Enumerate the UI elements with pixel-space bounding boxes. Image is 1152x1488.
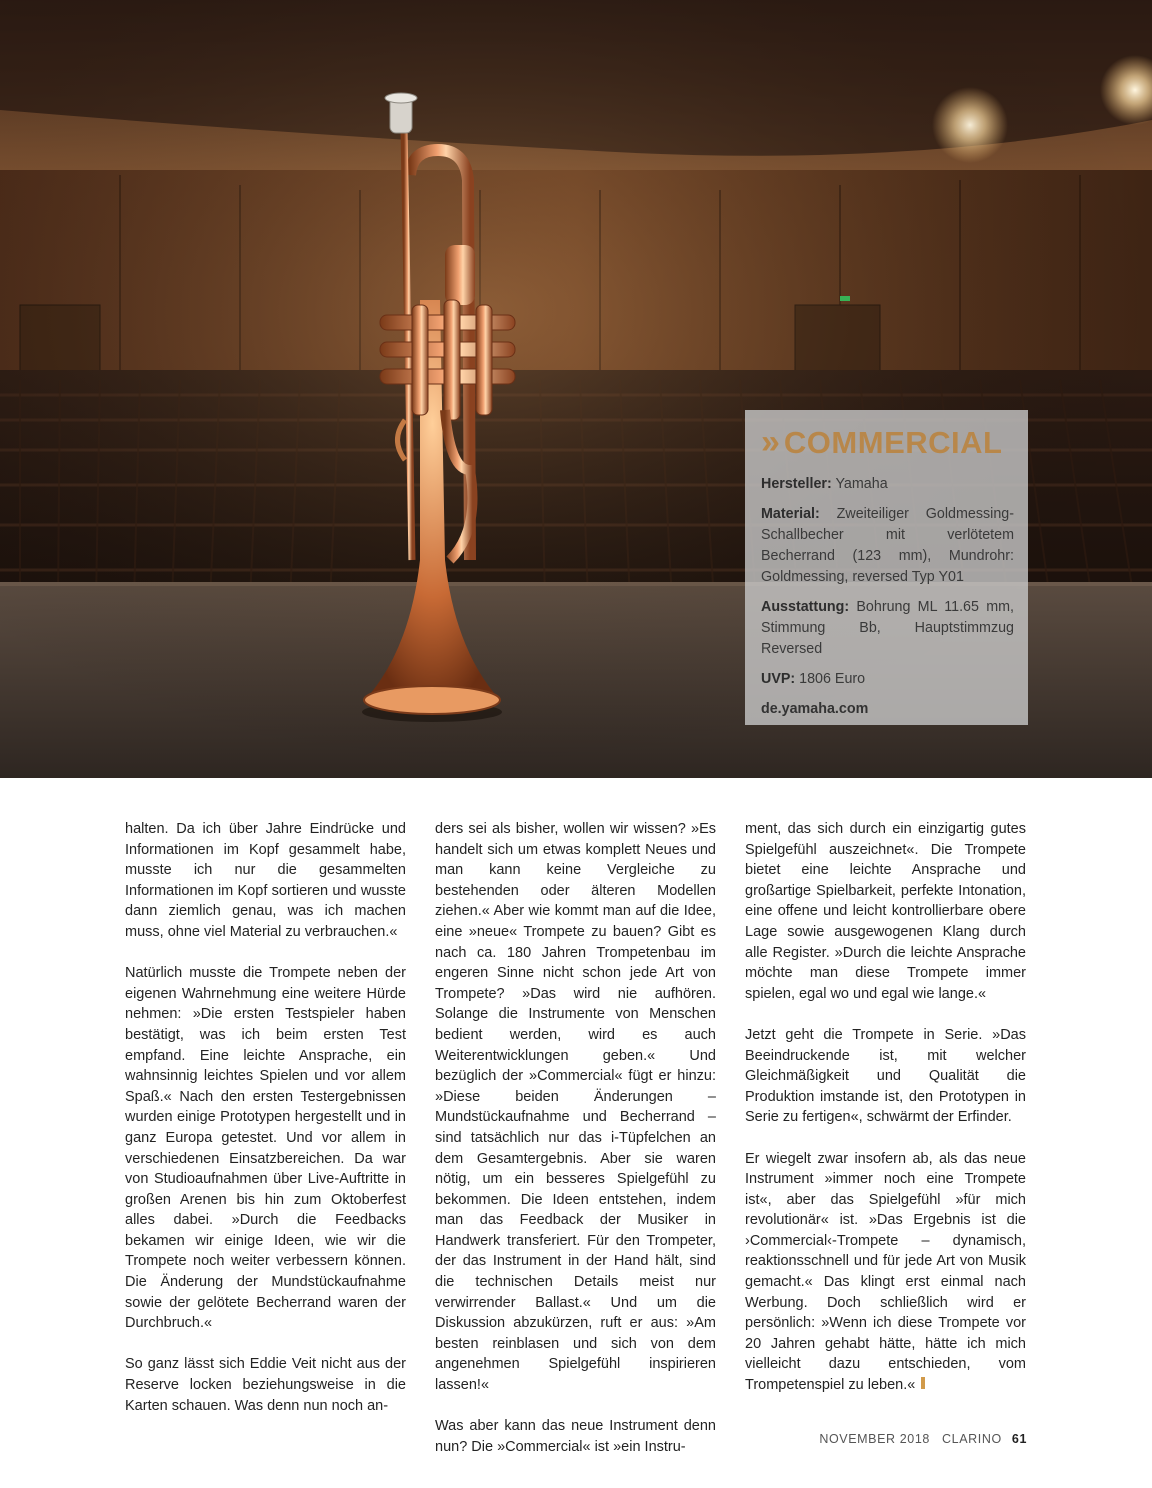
paragraph: Was aber kann das neue Instrument denn nun? Die »Commercial« ist »ein Instru- <box>435 1418 716 1455</box>
material-value: Zweiteiliger Goldmessing-Schallbecher mit verlötetem Becherrand (123 mm), Mundrohr: Goldmessing, reversed Typ Y01 <box>761 506 1014 585</box>
material-label: Material: <box>761 506 820 522</box>
article-column-3 <box>745 819 1026 1416</box>
equipment-row <box>761 597 1014 660</box>
chevron-icon: » <box>761 423 774 461</box>
end-mark-icon <box>921 1377 925 1389</box>
paragraph: ment, das sich durch ein einzigartig gutes Spielgefühl auszeichnet«. Die Trompete bietet eine leichte Ansprache und großartige Spielbarkeit, perfekte Intonation, eine offene und leicht kontrollierbare obere Lage sowie ausgewogenen Klang durch alle Register. »Durch die leichte Ansprache möchte man diese Trompete immer spielen, egal wo und egal wie lange.« <box>745 821 1026 1002</box>
magazine-name: CLARINO <box>942 1432 1002 1446</box>
manufacturer-value: Yamaha <box>835 476 888 492</box>
paragraph: Jetzt geht die Trompete in Serie. »Das Beeindruckende ist, mit welcher Gleichmäßigkeit und Qualität die Produktion imstande ist, den Prototypen in Serie zu fertigen«, schwärmt der Erfinder. <box>745 1026 1026 1126</box>
infobox-title: COMMERCIAL <box>783 424 1003 460</box>
page-footer <box>819 1432 1027 1446</box>
paragraph-last <box>745 1149 1026 1396</box>
page-number: 61 <box>1011 1432 1027 1446</box>
price-label: UVP: <box>761 671 796 687</box>
paragraph: Natürlich musste die Trompete neben der eigenen Wahrnehmung eine weitere Hürde nehmen: »Die ersten Testspieler haben bestätigt, was ich beim ersten Test empfand. Eine leichte Ansprache, ein wahnsinnig leichtes Spielen und vor allem Spaß.« Nach den ersten Testergebnissen wurden einige Prototypen hergestellt und in ganz Europa getestet. Und vor allem in verschiedenen Einsatzbereichen. Da war von Studioaufnahmen über Live-Auftritte in großen Arenen bis hin zum Oktoberfest alles dabei. »Durch die Feedbacks bekamen wir einige Ideen, wie wir die Trompete noch weiter verbessern können. Die Änderung der Mundstückaufnahme sowie der gelötete Becherrand waren der Durchbruch.« <box>125 965 406 1332</box>
website-link[interactable]: de.yamaha.com <box>761 701 869 717</box>
paragraph: So ganz lässt sich Eddie Veit nicht aus der Reserve locken beziehungsweise in die Karten schauen. Was denn nun noch an- <box>125 1356 406 1414</box>
issue-date: NOVEMBER 2018 <box>819 1432 930 1446</box>
manufacturer-label: Hersteller: <box>761 476 832 492</box>
paragraph: halten. Da ich über Jahre Eindrücke und Informationen im Kopf gesammelt habe, musste ich nur die gesammelten Informationen im Kopf sortieren und wusste dann ziemlich genau, was ich machen muss, ohne viel Material zu verbrauchen.« <box>125 821 406 940</box>
paragraph: ders sei als bisher, wollen wir wissen? »Es handelt sich um etwas komplett Neues und man kann keine Vergleiche zu bestehenden oder älteren Modellen ziehen.« Aber wie kommt man auf die Idee, eine »neue« Trompete zu bauen? Gibt es nach ca. 180 Jahren Trompetenbau im engeren Sinne nicht schon jede Art von Trompete? »Das wird nie aufhören. Solange die Instrumente von Menschen bedient werden, wird es auch Weiterentwicklungen geben.« Und bezüglich der »Commercial« fügt er hinzu: »Diese beiden Änderungen – Mundstückaufnahme und Becherrand – sind tatsächlich nur das i-Tüpfelchen an dem Gesamtergebnis. Aber sie waren nötig, um ein besseres Spielgefühl zu bekommen. Die Ideen entstehen, indem man das Feedback der Musiker in Handwerk transferiert. Für den Trompeter, der das Instrument in der Hand hält, sind die technischen Details meist nur verwirrender Ballast.« Und um die Diskussion abzukürzen, ruft er aus: »Am besten reinblasen und sich von dem angenehmen Spielgefühl inspirieren lassen!« <box>435 821 716 1394</box>
manufacturer-row <box>761 474 1014 495</box>
paragraph-text: Er wiegelt zwar insofern ab, als das neue Instrument »immer noch eine Trompete ist«, aber das Spielgefühl »für mich revolutionär« ist. »Das Ergebnis ist die ›Commercial‹-Trompete – dynamisch, reaktionsschnell und für jede Art von Musik gemacht.« Das klingt erst einmal nach Werbung. Doch schließlich wird er persönlich: »Wenn ich diese Trompete vor 20 Jahren gehabt hätte, hätte ich mich vielleicht dazu entschieden, vom Trompetenspiel zu leben.« <box>745 1150 1026 1394</box>
article-column-2 <box>435 819 716 1478</box>
equipment-label: Ausstattung: <box>761 599 850 615</box>
price-value: 1806 Euro <box>799 671 866 687</box>
equipment-value: Bohrung ML 11.65 mm, Stimmung Bb, Hauptstimmzug Reversed <box>761 599 1014 657</box>
product-infobox <box>745 410 1028 725</box>
infobox-header <box>761 420 1014 464</box>
article-column-1 <box>125 819 406 1437</box>
material-row <box>761 504 1014 588</box>
price-row <box>761 669 1014 690</box>
